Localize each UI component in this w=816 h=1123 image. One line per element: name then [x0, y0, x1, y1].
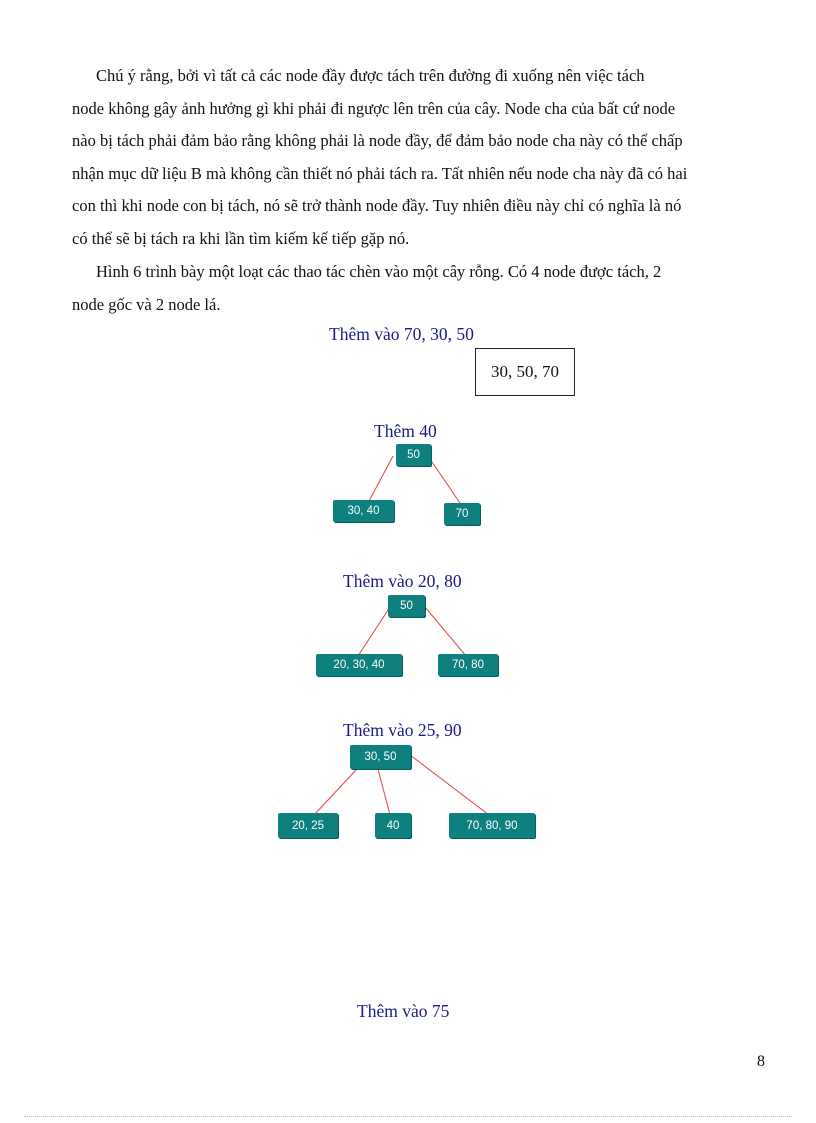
step3-root-node: 50: [388, 595, 425, 617]
edge-step2-right: [428, 456, 460, 503]
step3-left-node: 20, 30, 40: [316, 654, 402, 676]
step2-right-node: 70: [444, 503, 480, 525]
step4-right-node: 70, 80, 90: [449, 813, 535, 838]
page-number: 8: [757, 1053, 765, 1070]
paragraph-1-line: Chú ý rằng, bởi vì tất cả các node đầy được tách trên đường đi xuống nên việc tách: [96, 66, 645, 85]
edge-step4-left: [314, 769, 357, 815]
step1-caption: Thêm vào 70, 30, 50: [329, 324, 474, 344]
paragraph-1-line: nào bị tách phải đảm bảo rằng không phải là node đầy, để đảm bảo node cha này có thể chấp: [72, 131, 683, 151]
step4-middle-node: 40: [375, 813, 411, 838]
step5-caption: Thêm vào 75: [357, 1001, 450, 1021]
step1-node: 30, 50, 70: [475, 348, 575, 396]
paragraph-1-line: có thể sẽ bị tách ra khi lần tìm kiếm kế tiếp gặp nó.: [72, 228, 410, 248]
edge-step4-middle: [378, 769, 390, 815]
footer-divider: [24, 1116, 792, 1117]
step4-caption: Thêm vào 25, 90: [343, 720, 462, 740]
edge-step2-left: [368, 456, 393, 503]
paragraph-1-line: node không gây ảnh hưởng gì khi phải đi ngược lên trên của cây. Node cha của bất cứ node: [72, 98, 676, 118]
step4-left-node: 20, 25: [278, 813, 338, 838]
step2-caption: Thêm 40: [374, 421, 437, 441]
step4-root-node: 30, 50: [350, 745, 411, 769]
paragraph-2-line: node gốc và 2 node lá.: [72, 294, 221, 314]
edge-step4-right: [410, 755, 489, 815]
paragraph-1-line: con thì khi node con bị tách, nó sẽ trở thành node đầy. Tuy nhiên điều này chỉ có nghĩa là nó: [72, 196, 682, 216]
paragraph-1-line: nhận mục dữ liệu B mà không cần thiết nó phải tách ra. Tất nhiên nếu node cha này đã có hai: [72, 163, 688, 183]
edge-step3-left: [358, 607, 390, 656]
paragraph-2-line: Hình 6 trình bày một loạt các thao tác chèn vào một cây rỗng. Có 4 node được tách, 2: [96, 262, 662, 281]
step3-right-node: 70, 80: [438, 654, 498, 676]
step2-left-node: 30, 40: [333, 500, 394, 522]
edge-step3-right: [425, 607, 466, 656]
step2-root-node: 50: [396, 444, 431, 466]
step3-caption: Thêm vào 20, 80: [343, 571, 462, 591]
